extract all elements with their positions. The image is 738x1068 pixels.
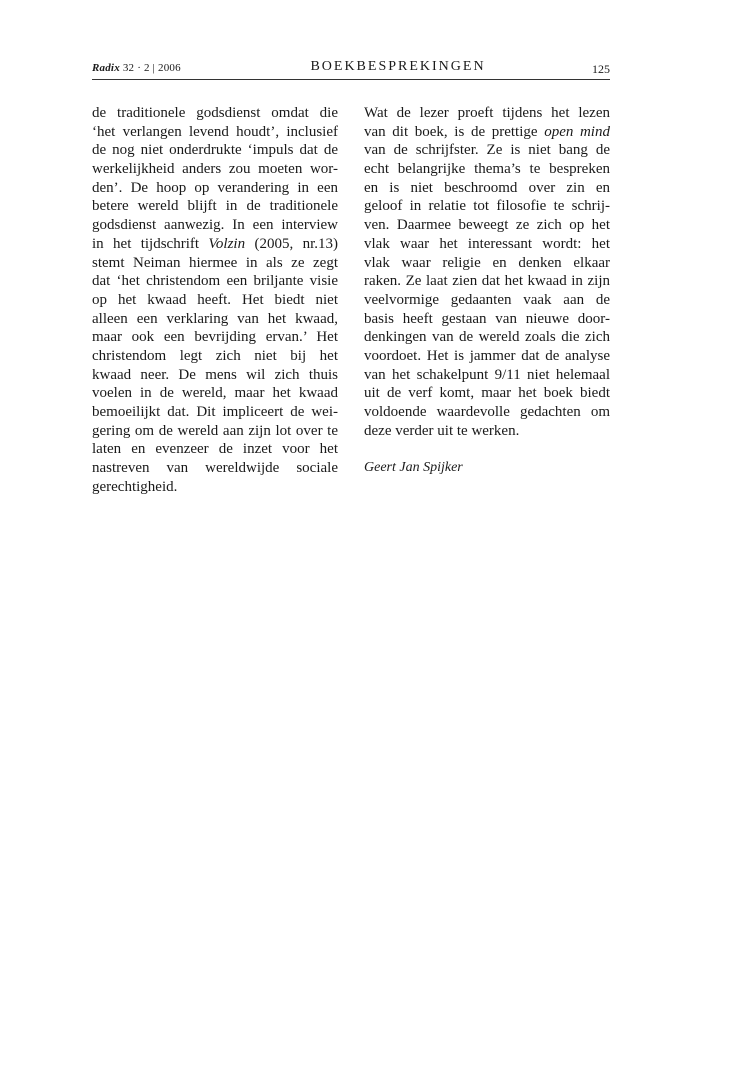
running-head [92,61,610,80]
text-line: basis heeft gestaan van nieuwe door- [364,310,610,327]
text-line: maar ook een bevrijding ervan.’ Het [92,329,338,346]
text-line: bemoeilijkt dat. Dit impliceert de wei- [92,404,338,420]
text-line: godsdienst aanwezig. In een interview [92,217,338,234]
author-signature: Geert Jan Spijker [364,460,463,476]
text-line: stemt Neiman hiermee in als ze zegt [92,254,338,271]
journal-name: Radix [92,62,120,74]
text-line: op het kwaad heeft. Het biedt niet [92,291,338,308]
text-line: ven. Daarmee beweegt ze zich op het [364,217,610,234]
text-line: alleen een verklaring van het kwaad, [92,310,338,327]
text-line: dat ‘het christendom een briljante visie [92,273,338,290]
text-line: veelvormige gedaanten vaak aan de [364,291,610,308]
text-line: gering om de wereld aan zijn lot over te [92,422,338,439]
section-title-wrap [92,59,610,75]
text-line: geloof in relatie tot filosofie te schrij- [364,198,610,215]
emphasis-phrase: open mind [544,123,610,140]
text-line [364,123,610,142]
text-line: den’. De hoop op verandering in een [92,179,338,196]
text-line: voelen in de wereld, maar het kwaad [92,385,338,402]
issue-number: 32 · 2 | 2006 [122,62,181,74]
text-line: uit de verf komt, maar het boek biedt [364,385,610,402]
page-number: 125 [592,62,610,76]
text-line: van het schakelpunt 9/11 niet helemaal [364,366,610,383]
text-line: echt belangrijke thema’s te bespreken [364,161,610,178]
text-line: nastreven van wereldwijde sociale [92,460,338,477]
text-line: kwaad neer. De mens wil zich thuis [92,366,338,383]
text-line: vlak waar het interessant wordt: het [364,235,610,252]
right-column [364,104,610,478]
text-line: Wat de lezer proeft tijdens het lezen [364,105,610,121]
text-line: voldoende waardevolle gedachten om [364,404,610,420]
text-line: denkingen van de wereld zoals die zich [364,329,610,346]
text-line: werkelijkheid anders zou moeten wor- [92,161,338,178]
text-line: christendom legt zich niet bij het [92,347,338,364]
left-column [92,104,338,496]
text-line: de traditionele godsdienst omdat die [92,105,338,121]
text-line: vlak waar religie en denken elkaar [364,254,610,271]
text-line: gerechtigheid. [92,478,178,495]
text-line: ‘het verlangen levend houdt’, inclusief [92,123,338,140]
magazine-title: Volzin [208,235,246,252]
text-line: de nog niet onderdrukte ‘impuls dat de [92,142,338,159]
text-segment: (2005, nr.13) [254,235,339,252]
text-line: van de schrijfster. Ze is niet bang de [364,142,610,159]
text-segment: van dit boek, is de prettige [364,123,538,140]
text-line [92,235,338,254]
text-line: deze verder uit te werken. [364,422,520,439]
text-line: betere wereld blijft in de traditionele [92,198,338,215]
text-line: voordoet. Het is jammer dat de analyse [364,347,610,364]
text-line: laten en evenzeer de inzet voor het [92,441,338,458]
text-line: raken. Ze laat zien dat het kwaad in zijn [364,273,610,290]
section-title: BOEKBESPREKINGEN [310,59,486,74]
text-line: en is niet beschroomd over zin en [364,179,610,196]
text-segment: in het tijdschrift [92,235,200,252]
